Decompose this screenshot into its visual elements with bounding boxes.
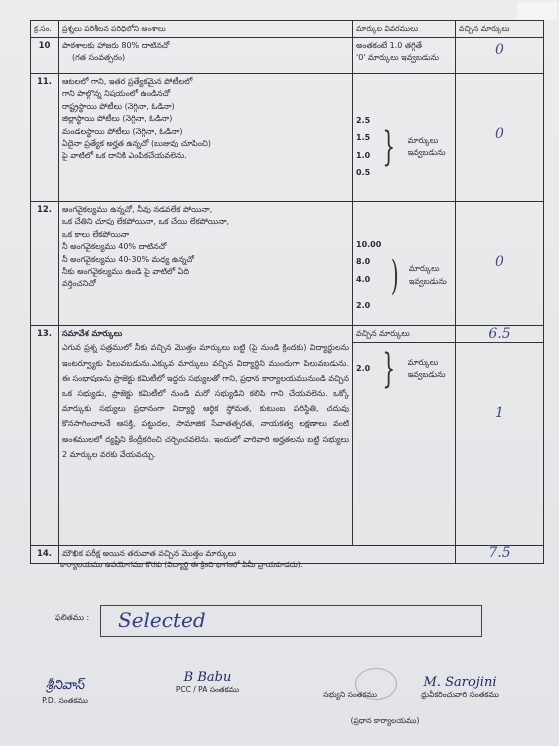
awarded-marks: 0 <box>456 38 544 74</box>
table-row <box>31 38 544 74</box>
head-office-label: (ప్రధాన కార్యాలయము) <box>350 716 420 725</box>
interview-paragraph: ఎగువ ప్రశ్న పత్రములో నీకు వచ్చిన మొత్తం మార్కులు బట్టి (పై నుండి క్రిందకు) విద్యార్థులను ఇంటర్వ్యూకు పిలువబడును.ఎక్కువ మార్కులు వచ్చిన విద్యార్థిని ముందుగా పిలువబడును. ఈ సంభాషణను ప్రాజెక్టు కమిటీలో ఇద్దరు సభ్యులతో గాని, ప్రధాన కార్యాలయమునుండి వచ్చిన ఒక సభ్యుడు, ప్రాజెక్టు కమిటీలో నుండి మరో సభ్యుడిని కలిపి గాని చేయవలెను. ఒక్కో మార్కుకు సభ్యులు ప్రధానంగా విద్యార్థి ఆర్థిక స్థోమత, కుటుంబ పరిస్థితి, చదువు కొనసాగించాలనే ఆసక్తి, పట్టుదల, సామాజిక సేవాతత్పరత, నాయకత్వ లక్షణాలు వంటి అంశములలో ద్యష్టిని కేంద్రీకరించి చర్చించవలెను. ఇందులో వారివారి అర్హతలను బట్టి సభ్యులు 2 మార్కుల వరకు వేయవచ్చు. <box>62 343 349 459</box>
row-number: 10 <box>31 38 59 74</box>
signature-hand: M. Sarojini <box>423 675 497 690</box>
question-line: జిల్లాస్థాయి పోటీలు (నెగ్గినా, ఓడినా) <box>62 114 173 124</box>
row-marks-details <box>353 38 456 74</box>
table-row <box>31 74 544 202</box>
paper-corner <box>517 2 557 20</box>
signature-hand <box>290 675 410 690</box>
question-line: మండలస్థాయి పోటీలు (నెగ్గినా, ఓడినా) <box>62 126 183 136</box>
row-question: మౌఖిక పరీక్ష అయిన తరువాత వచ్చిన మొత్తం మార్కులు <box>59 546 456 564</box>
question-line: నీ అంగవైకల్యము 40% దాటినచో <box>62 242 167 252</box>
header-awarded: వచ్చిన మార్కులు <box>456 21 544 38</box>
row-number: 12. <box>31 202 59 326</box>
table-row <box>31 202 544 326</box>
question-line: గాని పాల్గొన్న నిషయంలో ఉండినచో <box>62 89 171 99</box>
signature-label: P.D. సంతకము <box>42 696 88 705</box>
row-marks-details <box>353 202 456 326</box>
result-label: ఫలితము : <box>55 613 90 622</box>
marks-values <box>356 358 370 380</box>
brace-icon: ) <box>391 252 400 299</box>
row-question <box>59 74 353 202</box>
header-sno: క్ర.సం. <box>31 21 59 38</box>
header-marks-details: మార్కుల వివరములు <box>353 21 456 38</box>
marks-value: 4.0 <box>356 274 371 284</box>
row-question <box>59 202 353 326</box>
row-number: 13. <box>31 326 59 546</box>
office-use-note: కార్యాలయము ఉపయోగము కొరకు (విద్యార్థి ఈ క్రింది భాగంలో ఏమీ వ్రాయకూడదు). <box>60 560 304 569</box>
signature-label: PCC / PA సంతకము <box>175 685 240 694</box>
marks-value: 8.0 <box>356 257 371 267</box>
marks-value: 2.0 <box>356 301 371 311</box>
question-line: ఆటలలో గాని, ఇతర ప్రత్యేకమైన పోటీలలో <box>62 77 193 86</box>
question-line: ఏదైనా ప్రత్యేక అర్హత ఉన్నచో (బుజువు చూపించి) <box>62 138 212 148</box>
brace-icon: } <box>382 124 396 171</box>
row-marks-details <box>353 74 456 202</box>
marks-value: 1.5 <box>356 133 371 143</box>
marks-values <box>356 234 381 318</box>
question-line: అంగవైకల్యము ఉన్నచో, నీవు నడవలేక పోయినా, <box>62 205 213 214</box>
pcc-signature <box>160 670 255 696</box>
header-questions: ప్రశ్నలు పరిశీలన పరిధిలోని అంశాలు <box>59 21 353 38</box>
table-header <box>31 21 544 38</box>
awarded-marks: 1 <box>495 405 504 421</box>
marks-value: 2.0 <box>356 363 371 373</box>
row-title: సమావేశ మార్కులు <box>62 329 123 338</box>
marks-value: 1.0 <box>356 150 371 160</box>
row-number: 14. <box>31 546 59 564</box>
question-line: (గత సంవత్సరం) <box>72 53 126 63</box>
row-question <box>59 38 353 74</box>
question-line: వర్తించనిచో <box>62 279 96 289</box>
total-marks: 7.5 <box>456 546 544 564</box>
awarded-cell <box>456 326 544 546</box>
marks-note: మార్కులు ఇవ్వబడును <box>408 264 447 286</box>
verifier-signature <box>400 675 520 701</box>
row-question <box>59 326 353 546</box>
marks-table <box>30 20 544 564</box>
result-value: Selected <box>118 608 206 632</box>
marks-note: మార్కులు ఇవ్వబడును <box>407 135 446 158</box>
row-marks-details <box>353 326 456 546</box>
marks-line: '0' మార్కులు ఇవ్వబడును <box>356 53 440 63</box>
member-signature <box>290 675 410 701</box>
signature-hand: B Babu <box>183 670 232 685</box>
signature-hand: శ్రీనివాస్ <box>45 678 85 693</box>
marks-value: 10.00 <box>356 240 382 249</box>
marks-note: మార్కులు ఇవ్వబడును <box>407 357 446 379</box>
awarded-marks: 0 <box>456 74 544 202</box>
signature-label: ధ్రువీకరించువారి సంతకము <box>421 690 499 699</box>
received-label: వచ్చిన మార్కులు <box>353 326 455 343</box>
marks-values <box>356 110 370 185</box>
question-line: ఒక చేతిని చూపు లేకపోయినా, ఒక చేయి లేకపోయినా, <box>62 217 230 227</box>
question-line: పై వాటిలో ఒక దానికి ఎంపికచేయవలెను. <box>62 151 187 161</box>
signature-label: సభ్యుని సంతకము <box>323 690 377 699</box>
marks-value: 0.5 <box>356 168 371 178</box>
brace-icon: } <box>382 346 396 392</box>
question-line: నీకు అంగవైకల్యము ఉండి పై వాటిలో ఏది <box>62 266 190 276</box>
question-line: ఒక కాలు లేకపోయినా <box>62 229 130 239</box>
table-row <box>31 326 544 546</box>
question-line: రాష్ట్రస్థాయి పోటీలు (నెగ్గినా, ఓడినా) <box>62 101 175 111</box>
question-line: పాఠశాలకు హాజరు 80% దాటినచో <box>62 41 170 50</box>
awarded-marks: 0 <box>456 202 544 326</box>
received-marks: 6.5 <box>456 326 543 343</box>
question-line: నీ అంగవైకల్యము 40-30% మధ్య ఉన్నచో <box>62 254 194 264</box>
pd-signature <box>30 678 100 707</box>
row-number: 11. <box>31 74 59 202</box>
marks-line: అంతకంటే 1.0 తగ్గితే <box>356 41 423 50</box>
marks-value: 2.5 <box>356 116 371 125</box>
